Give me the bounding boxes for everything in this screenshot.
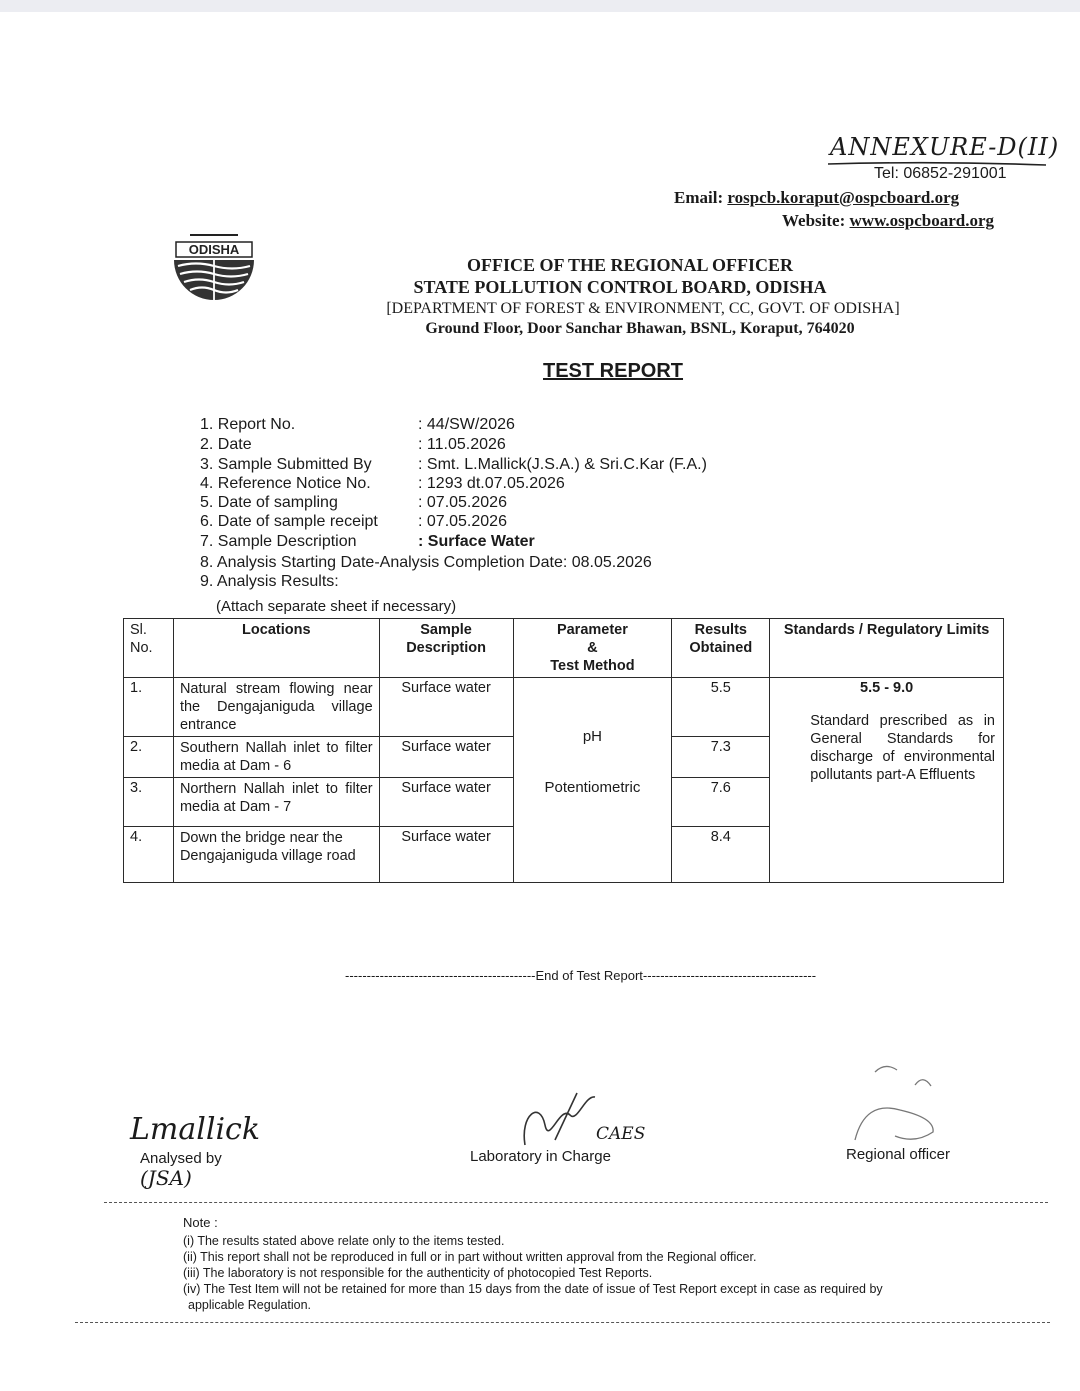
- ospcb-logo: [170, 232, 258, 320]
- info-submitted-by: [200, 456, 707, 474]
- email-link[interactable]: rospcb.koraput@ospcboard.org: [727, 188, 960, 207]
- website-row: [782, 211, 994, 231]
- info-reference-notice: [200, 475, 565, 493]
- info-date-of-sampling: [200, 494, 507, 512]
- note-item: (ii) This report shall not be reproduced in full or in part without written approval from the Regional officer.: [183, 1250, 757, 1264]
- row-location: Northern Nallah inlet to filter media at Dam - 7: [173, 778, 379, 827]
- row-result: 7.6: [672, 778, 770, 827]
- info-label: 9. Analysis Results:: [200, 573, 339, 590]
- lab-in-charge-label: Laboratory in Charge: [470, 1148, 611, 1165]
- info-label: 7. Sample Description: [200, 533, 357, 550]
- email-label: Email:: [674, 188, 724, 207]
- table-header-row: [124, 619, 1004, 678]
- header-sample: Sample Description: [379, 619, 513, 678]
- header-standards: Standards / Regulatory Limits: [770, 619, 1004, 678]
- info-report-no: [200, 416, 515, 434]
- info-label: 6. Date of sample receipt: [200, 513, 378, 530]
- row-sample: Surface water: [379, 778, 513, 827]
- info-sample-description: [200, 533, 535, 551]
- header-results: Results Obtained: [672, 619, 770, 678]
- row-sl: 1.: [124, 678, 174, 737]
- note-item: (iii) The laboratory is not responsible for the authenticity of photocopied Test Reports.: [183, 1266, 653, 1280]
- row-sample: Surface water: [379, 678, 513, 737]
- header-sl: Sl. No.: [124, 619, 174, 678]
- scan-top-bar: [0, 0, 1080, 12]
- info-label: 4. Reference Notice No.: [200, 475, 371, 492]
- header-parameter-line2: &: [587, 640, 598, 656]
- info-label: 2. Date: [200, 436, 252, 453]
- info-date-of-receipt: [200, 513, 507, 531]
- header-parameter-line1: Parameter: [556, 622, 628, 638]
- table-row: [124, 678, 1004, 737]
- row-sl: 4.: [124, 827, 174, 883]
- annexure-handwritten-label: ANNEXURE-D(II): [830, 133, 1060, 161]
- row-sample: Surface water: [379, 737, 513, 778]
- analysed-by-label: Analysed by: [140, 1150, 222, 1167]
- info-value: : Smt. L.Mallick(J.S.A.) & Sri.C.Kar (F.A.): [418, 456, 707, 473]
- lab-signature-note: CAES: [596, 1124, 646, 1144]
- info-analysis-results: [200, 573, 339, 591]
- divider-top: [104, 1202, 1048, 1203]
- info-value: : 44/SW/2026: [418, 416, 515, 433]
- telephone: Tel: 06852-291001: [874, 165, 1007, 182]
- row-result: 7.3: [672, 737, 770, 778]
- header-parameter-line3: Test Method: [550, 658, 635, 674]
- note-item: (iv) The Test Item will not be retained for more than 15 days from the date of issue of Test Report except in case as required by: [183, 1282, 883, 1296]
- info-value: : 1293 dt.07.05.2026: [418, 475, 565, 492]
- info-value: : 07.05.2026: [418, 513, 507, 530]
- row-result: 5.5: [672, 678, 770, 737]
- info-value: : Surface Water: [418, 533, 535, 550]
- report-title: TEST REPORT: [543, 360, 684, 382]
- parameter-name: pH: [582, 728, 602, 745]
- lab-signature-scribble: [515, 1085, 605, 1155]
- test-method: Potentiometric: [544, 779, 641, 796]
- row-sample: Surface water: [379, 827, 513, 883]
- row-result: 8.4: [672, 827, 770, 883]
- standards-cell: [770, 678, 1004, 883]
- info-label: 3. Sample Submitted By: [200, 456, 372, 473]
- notes-title: Note :: [183, 1215, 218, 1230]
- attach-note: (Attach separate sheet if necessary): [216, 598, 457, 615]
- parameter-cell: [513, 678, 672, 883]
- analyst-role: (JSA): [140, 1166, 192, 1190]
- address-line: Ground Floor, Door Sanchar Bhawan, BSNL, Koraput, 764020: [425, 320, 855, 337]
- office-title: OFFICE OF THE REGIONAL OFFICER: [466, 255, 794, 275]
- info-label: 5. Date of sampling: [200, 494, 338, 511]
- info-label: 8. Analysis Starting Date-Analysis Completion Date: 08.05.2026: [200, 554, 652, 571]
- standard-limit: 5.5 - 9.0: [860, 680, 914, 696]
- website-link[interactable]: www.ospcboard.org: [849, 211, 995, 230]
- email-row: [674, 188, 959, 208]
- note-item: (i) The results stated above relate only to the items tested.: [183, 1234, 505, 1248]
- info-date: [200, 436, 506, 454]
- department-line: [DEPARTMENT OF FOREST & ENVIRONMENT, CC, GOVT. OF ODISHA]: [386, 300, 900, 317]
- divider-bottom: [75, 1322, 1050, 1323]
- website-label: Website:: [782, 211, 846, 230]
- regional-signature-scribble: [845, 1060, 955, 1150]
- standard-description: Standard prescribed as in General Standards for discharge of environmental pollutants part-A Effluents: [810, 713, 995, 783]
- note-item: applicable Regulation.: [188, 1298, 312, 1312]
- row-sl: 3.: [124, 778, 174, 827]
- info-label: 1. Report No.: [200, 416, 296, 433]
- header-locations: Locations: [173, 619, 379, 678]
- results-table: [123, 618, 1004, 883]
- info-value: : 07.05.2026: [418, 494, 507, 511]
- row-location: Down the bridge near the Dengajaniguda village road: [173, 827, 379, 883]
- info-analysis-dates: [200, 554, 652, 572]
- logo-text: ODISHA: [188, 242, 240, 257]
- row-sl: 2.: [124, 737, 174, 778]
- board-title: STATE POLLUTION CONTROL BOARD, ODISHA: [413, 277, 827, 297]
- row-location: Natural stream flowing near the Dengajaniguda village entrance: [173, 678, 379, 737]
- notes-section: [183, 1215, 883, 1313]
- info-value: : 11.05.2026: [418, 436, 506, 453]
- regional-officer-label: Regional officer: [846, 1146, 950, 1163]
- row-location: Southern Nallah inlet to filter media at Dam - 6: [173, 737, 379, 778]
- header-parameter: [513, 619, 672, 678]
- analyst-signature: Lmallick: [130, 1112, 261, 1147]
- end-of-report: --------------------------------------------End of Test Report----------------------------------------: [345, 968, 817, 983]
